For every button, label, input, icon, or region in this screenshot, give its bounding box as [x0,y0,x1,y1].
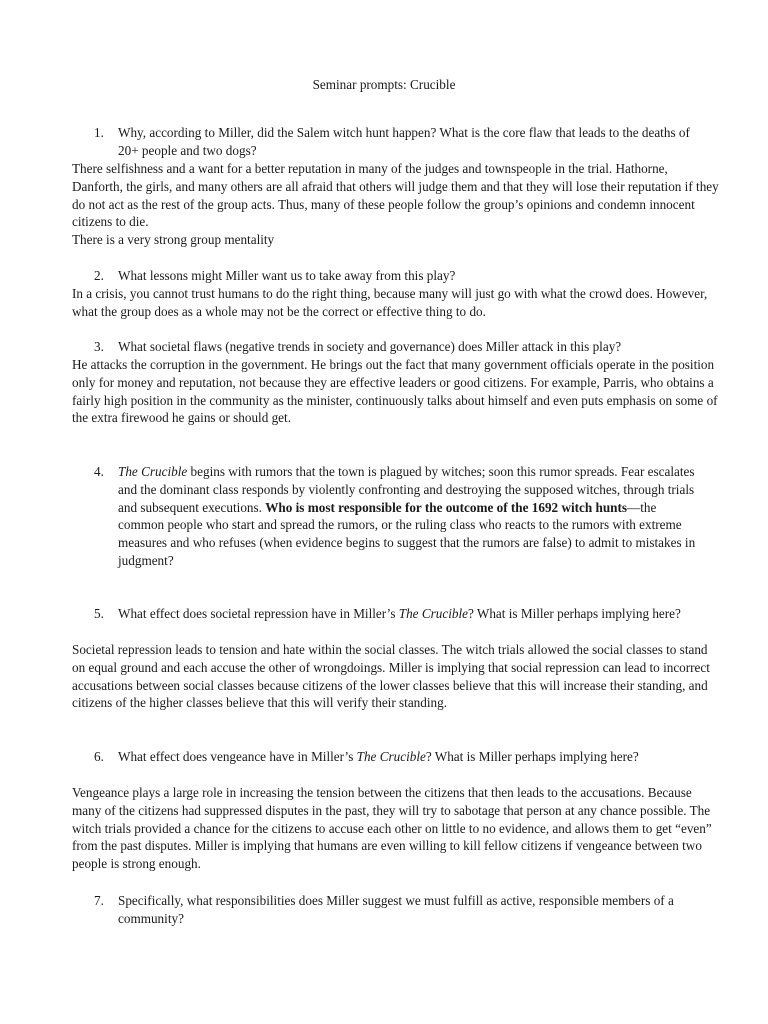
question-text-part: begins with rumors that the town is plagued by witches; soon this rumor spreads. Fear escalates and the dominant class responds by violently confronting and destroying the supposed witches, through trials and subsequent executions. [118,464,695,515]
play-title: The Crucible [356,749,426,764]
question-3 [96,338,696,356]
answer-1 [72,160,722,249]
answer-paragraph: Vengeance plays a large role in increasing the tension between the citizens that then leads to the accusations. Because many of the citizens had suppressed disputes in the past, they will try to sabotage that person at any chance possible. The witch trials provided a chance for the citizens to accuse each other on little to no evidence, and allows them to get “even” from the past disputes. Miller is implying that humans are even willing to kill fellow citizens if vengeance between two people is strong enough. [72,785,712,872]
question-1 [96,124,696,160]
answer-paragraph: There is a very strong group mentality [72,232,275,248]
answer-paragraph: He attacks the corruption in the government. He brings out the fact that many government officials operate in the position only for money and reputation, not because they are effective leaders or good citizens. For example, Parris, who obtains a fairly high position in the community as the minister, continuously talks about himself and even puts emphasis on some of the extra firewood he gains or should get. [72,357,718,426]
answer-paragraph: There selfishness and a want for a better reputation in many of the judges and townspeople in the trial. Hathorne, Danforth, the girls, and many others are all afraid that others will judge them and that they will lose their reputation if they do not act as the rest of the group acts. Thus, many of these people follow the group’s opinions and condemn innocent citizens to die. [72,161,719,230]
question-text-part: What effect does vengeance have in Miller’s [118,749,357,764]
question-text: Specifically, what responsibilities does Miller suggest we must fulfill as active, responsible members of a community? [118,893,674,926]
answer-3 [72,356,722,427]
question-text: What societal flaws (negative trends in society and governance) does Miller attack in this play? [118,339,622,354]
page-title: Seminar prompts: Crucible [312,77,456,92]
question-5 [96,605,696,623]
answer-paragraph: Societal repression leads to tension and hate within the social classes. The witch trials allowed the social classes to stand on equal ground and each accuse the other of wrongdoings. Miller is implying that social repression can lead to incorrect accusations between social classes because citizens of the lower classes believe that this will increase their standing, and citizens of the higher classes believe that this will verify their standing. [72,642,710,711]
question-2 [96,267,696,285]
answer-paragraph: In a crisis, you cannot trust humans to do the right thing, because many will just go with what the crowd does. However, what the group does as a whole may not be the correct or effective thing to do. [72,286,708,319]
question-6 [96,748,696,766]
question-text-part: ? What is Miller perhaps implying here? [467,606,681,621]
question-number: 7. [94,893,104,908]
question-number: 5. [94,606,104,621]
question-text: What lessons might Miller want us to take away from this play? [118,268,456,283]
question-text [118,605,696,623]
question-text [118,748,696,766]
question-number: 6. [94,749,104,764]
question-text [118,463,696,570]
answer-2 [72,285,722,321]
play-title: The Crucible [118,464,188,479]
question-text-part: What effect does societal repression have in Miller’s [118,606,399,621]
question-text-part: —the common people who start and spread the rumors, or the ruling class who reacts to the rumors with extreme measures and who refuses (when evidence begins to suggest that the rumors are false) to admit to mistakes in judgment? [118,499,696,568]
answer-6 [72,784,722,873]
question-7 [96,892,696,928]
question-number: 2. [94,268,104,283]
question-number: 1. [94,125,104,140]
question-4 [96,463,696,570]
play-title: The Crucible [398,606,468,621]
question-number: 3. [94,339,104,354]
question-emphasis: Who is most responsible for the outcome of the 1692 witch hunts [265,499,628,515]
answer-5 [72,641,722,712]
question-text: Why, according to Miller, did the Salem witch hunt happen? What is the core flaw that leads to the deaths of 20+ people and two dogs? [118,125,690,158]
question-number: 4. [94,464,104,479]
question-text-part: ? What is Miller perhaps implying here? [425,749,639,764]
